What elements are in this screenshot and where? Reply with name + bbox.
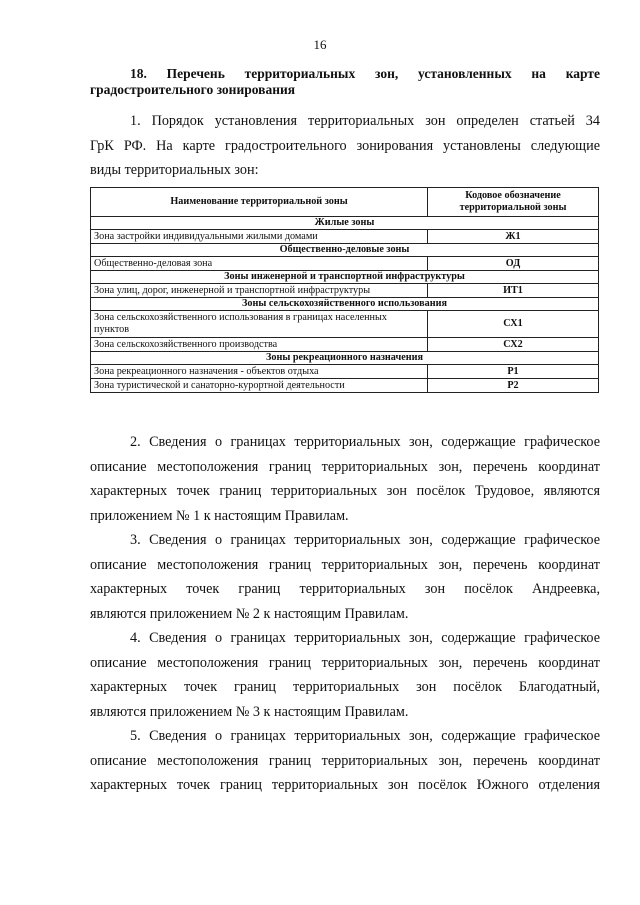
zone-name-cell: Зона улиц, дорог, инженерной и транспортной инфраструктуры	[91, 284, 428, 298]
paragraph-line: характерных точек границ территориальных зон посёлок Благодатный,	[90, 679, 600, 695]
body-paragraph	[90, 724, 600, 798]
zone-group-row	[91, 352, 599, 365]
intro-line-1: 1. Порядок установления территориальных зон определен статьей 34	[130, 113, 600, 129]
zone-group-title: Общественно-деловые зоны	[91, 244, 599, 257]
zone-group-row	[91, 298, 599, 311]
table-row	[91, 230, 599, 244]
zone-name-cell: Общественно-деловая зона	[91, 257, 428, 271]
paragraph-line: описание местоположения границ территориальных зон, перечень координат	[90, 556, 600, 573]
body-paragraph	[90, 528, 600, 626]
body-paragraph	[90, 430, 600, 528]
zone-code-cell: ОД	[428, 257, 599, 271]
paragraph-line: описание местоположения границ территориальных зон, перечень координат	[90, 752, 600, 769]
zone-name-cell: Зона застройки индивидуальными жилыми домами	[91, 230, 428, 244]
zone-name-cell: Зона рекреационного назначения - объектов отдыха	[91, 365, 428, 379]
zone-group-title: Зоны рекреационного назначения	[91, 352, 599, 365]
zone-code-cell: ИТ1	[428, 284, 599, 298]
paragraph-line: 5. Сведения о границах территориальных зон, содержащие графическое	[130, 728, 600, 744]
paragraph-line: являются приложением № 2 к настоящим Правилам.	[90, 605, 409, 622]
zone-code-cell: СХ1	[428, 311, 599, 338]
paragraph-line: описание местоположения границ территориальных зон, перечень координат	[90, 654, 600, 671]
paragraph-line: характерных точек границ территориальных зон посёлок Андреевка,	[90, 581, 600, 597]
zone-code-cell: Р1	[428, 365, 599, 379]
table-row	[91, 257, 599, 271]
table-row	[91, 338, 599, 352]
header-zone-name: Наименование территориальной зоны	[91, 188, 428, 217]
section-heading-line-1: 18. Перечень территориальных зон, установленных на карте	[130, 66, 600, 81]
paragraph-line: 4. Сведения о границах территориальных зон, содержащие графическое	[130, 630, 600, 646]
intro-line-2: ГрК РФ. На карте градостроительного зонирования установлены следующие	[90, 137, 600, 154]
zone-code-cell: Ж1	[428, 230, 599, 244]
zone-group-row	[91, 217, 599, 230]
zone-group-title: Зоны сельскохозяйственного использования	[91, 298, 599, 311]
intro-paragraph	[90, 109, 600, 183]
zones-table-body	[91, 217, 599, 393]
zone-code-cell: Р2	[428, 379, 599, 393]
paragraph-line: являются приложением № 3 к настоящим Правилам.	[90, 703, 409, 720]
header-zone-code: Кодовое обозначение территориальной зоны	[428, 188, 599, 217]
page-number: 16	[313, 37, 327, 52]
body-paragraphs	[90, 430, 600, 798]
table-row	[91, 311, 599, 338]
zone-group-row	[91, 244, 599, 257]
section-heading-line-2: градостроительного зонирования	[90, 82, 296, 97]
section-heading	[90, 66, 600, 98]
zone-group-title: Зоны инженерной и транспортной инфраструктуры	[91, 271, 599, 284]
paragraph-line: 2. Сведения о границах территориальных зон, содержащие графическое	[130, 434, 600, 450]
table-header-row	[91, 188, 599, 217]
zones-table	[90, 187, 599, 393]
zone-group-title: Жилые зоны	[91, 217, 599, 230]
paragraph-line: приложением № 1 к настоящим Правилам.	[90, 507, 349, 524]
zone-name-cell: Зона сельскохозяйственного производства	[91, 338, 428, 352]
table-row	[91, 365, 599, 379]
body-paragraph	[90, 626, 600, 724]
intro-line-3: виды территориальных зон:	[90, 162, 259, 178]
zone-group-row	[91, 271, 599, 284]
zone-code-cell: СХ2	[428, 338, 599, 352]
paragraph-line: описание местоположения границ территориальных зон, перечень координат	[90, 458, 600, 475]
zone-name-cell: Зона сельскохозяйственного использования в границах населенных пунктов	[91, 311, 428, 338]
paragraph-line: характерных точек границ территориальных зон посёлок Южного отделения	[90, 777, 600, 793]
zone-name-cell: Зона туристической и санаторно-курортной деятельности	[91, 379, 428, 393]
paragraph-line: 3. Сведения о границах территориальных зон, содержащие графическое	[130, 532, 600, 548]
paragraph-line: характерных точек границ территориальных зон посёлок Трудовое, являются	[90, 483, 600, 499]
table-row	[91, 379, 599, 393]
table-row	[91, 284, 599, 298]
